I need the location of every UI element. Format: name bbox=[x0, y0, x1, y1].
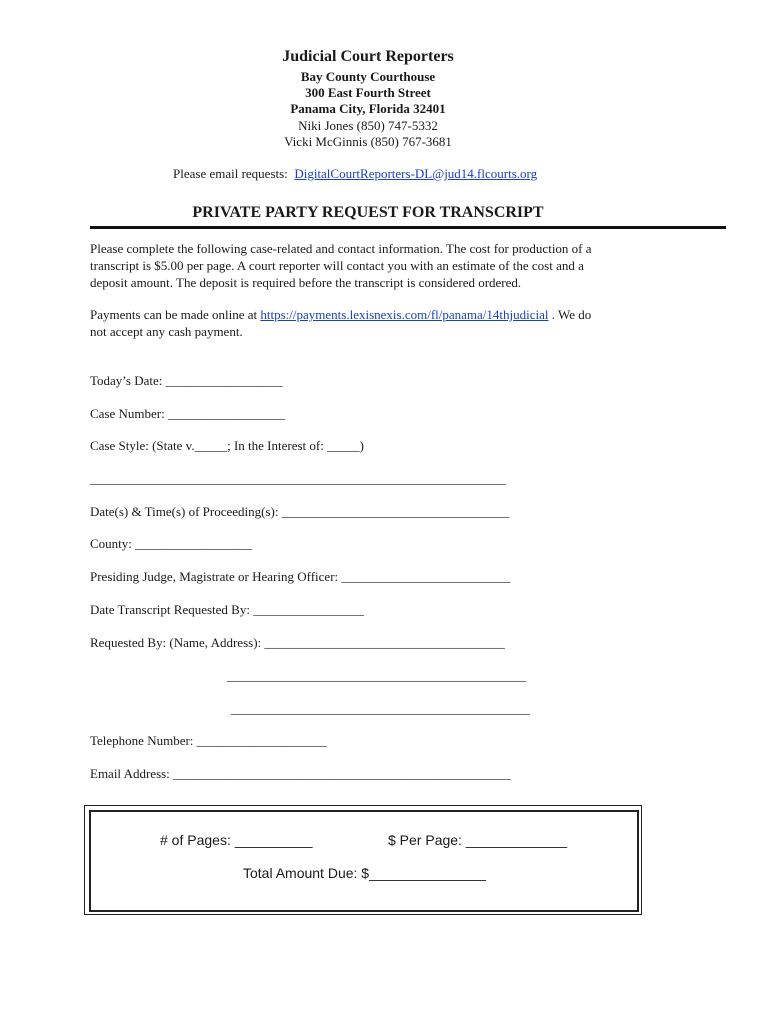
telephone-field[interactable]: Telephone Number: ____________________ bbox=[90, 733, 327, 748]
email-request-line bbox=[173, 166, 537, 182]
case-style-field[interactable]: Case Style: (State v._____; In the Interest of: _____) bbox=[90, 438, 364, 453]
org-name: Judicial Court Reporters bbox=[282, 48, 454, 65]
intro-line-3: deposit amount. The deposit is required before the transcript is considered ordered. bbox=[90, 275, 522, 290]
payment-line-1 bbox=[90, 306, 591, 323]
address-line-1[interactable]: ______________________________________________ bbox=[227, 668, 526, 683]
per-page-field[interactable]: $ Per Page: _____________ bbox=[388, 832, 568, 848]
date-requested-field[interactable]: Date Transcript Requested By: _________________ bbox=[90, 602, 364, 617]
street-address: 300 East Fourth Street bbox=[305, 85, 431, 100]
intro-line-1: Please complete the following case-related and contact information. The cost for production of a bbox=[90, 241, 592, 256]
payment-prefix: Payments can be made online at bbox=[90, 307, 258, 322]
requested-by-field[interactable]: Requested By: (Name, Address): _____________________________________ bbox=[90, 635, 505, 650]
proceeding-datetime-field[interactable]: Date(s) & Time(s) of Proceeding(s): ___________________________________ bbox=[90, 504, 510, 519]
email-address-field[interactable]: Email Address: ____________________________________________________ bbox=[90, 766, 512, 781]
intro-line-2: transcript is $5.00 per page. A court reporter will contact you with an estimate of the cost and a bbox=[90, 258, 584, 273]
contact-vicki: Vicki McGinnis (850) 767-3681 bbox=[284, 134, 452, 149]
county-field[interactable]: County: __________________ bbox=[90, 536, 253, 551]
building-name: Bay County Courthouse bbox=[300, 69, 436, 84]
presiding-judge-field[interactable]: Presiding Judge, Magistrate or Hearing Officer: __________________________ bbox=[90, 569, 511, 584]
title-divider bbox=[90, 226, 726, 229]
payment-line-2: not accept any cash payment. bbox=[90, 324, 243, 339]
number-of-pages-field[interactable]: # of Pages: __________ bbox=[160, 832, 313, 848]
form-title: PRIVATE PARTY REQUEST FOR TRANSCRIPT bbox=[192, 204, 544, 221]
city-state-zip: Panama City, Florida 32401 bbox=[290, 101, 446, 116]
payment-link[interactable]: https://payments.lexisnexis.com/fl/panama/14thjudicial bbox=[260, 307, 549, 322]
contact-niki: Niki Jones (850) 747-5332 bbox=[298, 118, 438, 133]
address-line-2[interactable]: ______________________________________________ bbox=[231, 701, 530, 716]
total-amount-due-field[interactable]: Total Amount Due: $_______________ bbox=[243, 865, 486, 881]
case-number-field[interactable]: Case Number: __________________ bbox=[90, 406, 285, 421]
todays-date-field[interactable]: Today’s Date: __________________ bbox=[90, 373, 283, 388]
case-style-line[interactable]: ________________________________________________________________ bbox=[90, 471, 506, 486]
totals-box bbox=[89, 810, 639, 912]
payment-suffix: . We do bbox=[551, 307, 592, 322]
email-request-link[interactable]: DigitalCourtReporters-DL@jud14.flcourts.org bbox=[294, 166, 538, 181]
email-request-prefix: Please email requests: bbox=[173, 166, 288, 181]
